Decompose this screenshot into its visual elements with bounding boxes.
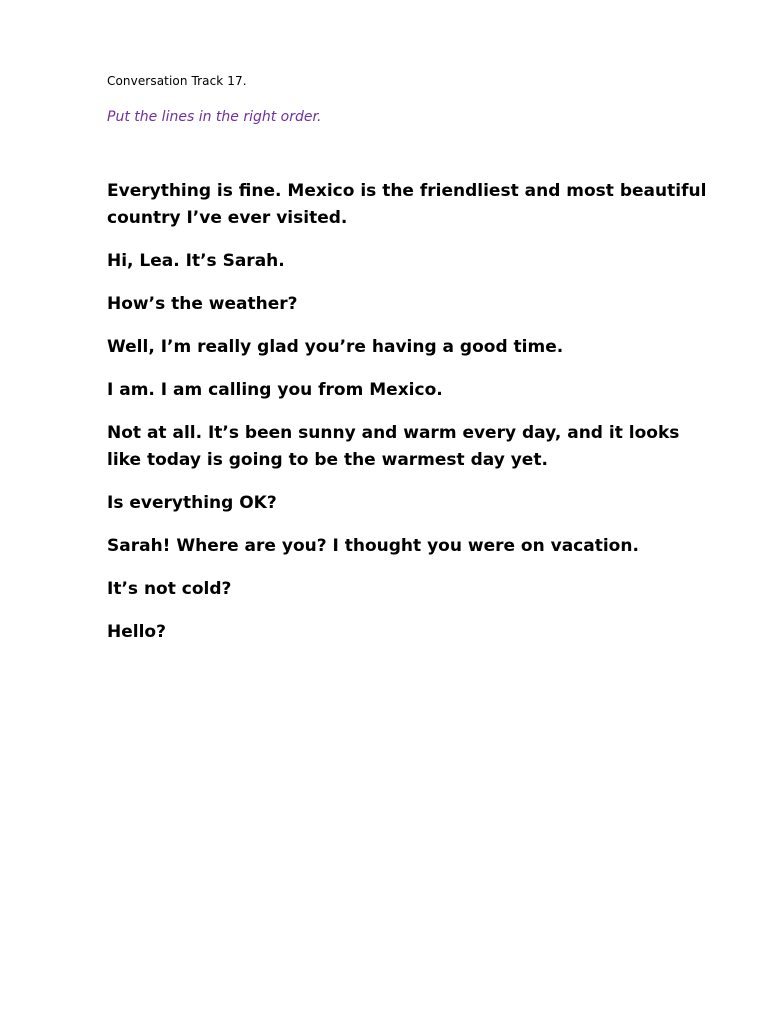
conversation-line: Sarah! Where are you? I thought you were on vacation. <box>107 536 639 556</box>
instruction-text: Put the lines in the right order. <box>107 109 322 125</box>
conversation-line: Not at all. It’s been sunny and warm every day, and it looks like today is going to be the warmest day yet. <box>107 423 680 470</box>
conversation-line: It’s not cold? <box>107 579 232 599</box>
conversation-line: Is everything OK? <box>107 493 277 513</box>
conversation-line: Hello? <box>107 622 166 642</box>
conversation-line: How’s the weather? <box>107 294 298 314</box>
conversation-line: Everything is fine. Mexico is the friendliest and most beautiful country I’ve ever visited. <box>107 181 707 228</box>
conversation-line: I am. I am calling you from Mexico. <box>107 380 443 400</box>
conversation-lines <box>107 178 717 662</box>
conversation-line: Well, I’m really glad you’re having a good time. <box>107 337 564 357</box>
conversation-line: Hi, Lea. It’s Sarah. <box>107 251 285 271</box>
track-title: Conversation Track 17. <box>107 74 247 88</box>
